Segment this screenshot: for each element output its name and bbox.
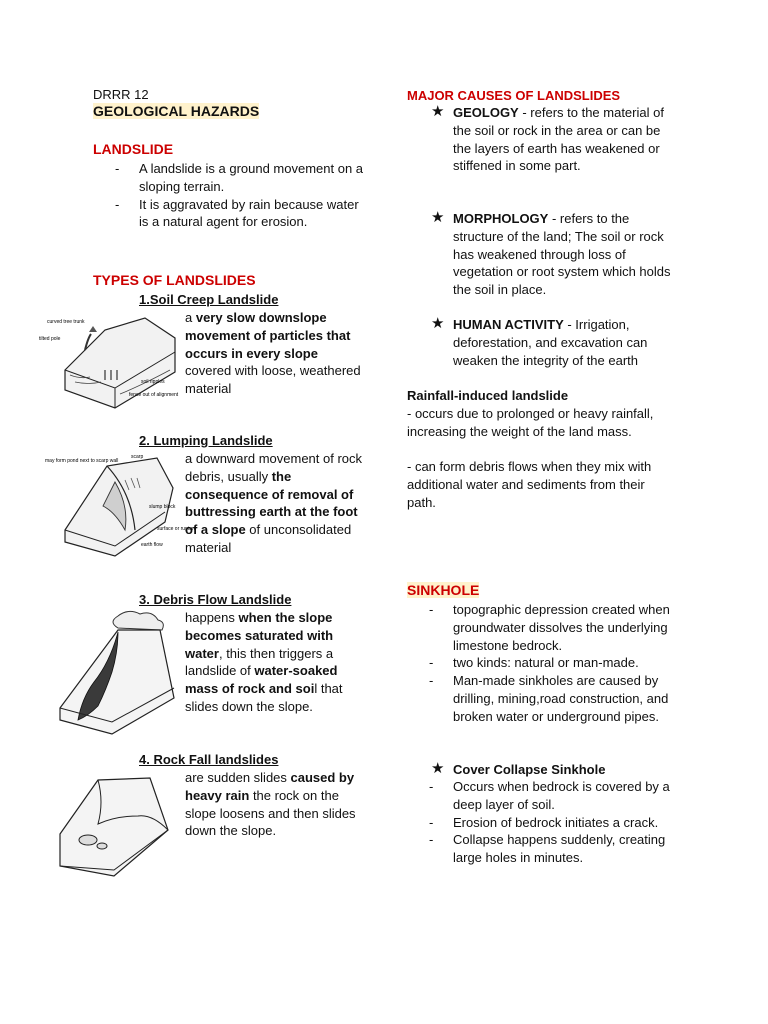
lumping-title: 2. Lumping Landslide bbox=[139, 433, 273, 448]
landslide-list bbox=[115, 160, 369, 231]
fig-label: slump block bbox=[149, 504, 176, 510]
star-icon: ★ bbox=[431, 315, 445, 332]
list-item: - Occurs when bedrock is covered by a deep layer of soil. bbox=[429, 779, 670, 812]
fig-label: surface or rupture bbox=[157, 526, 197, 532]
cause-human-activity: ★ HUMAN ACTIVITY - Irrigation, deforestation, and excavation can weaken the integrity of the earth bbox=[431, 315, 648, 368]
list-item: - topographic depression created when groundwater dissolves the underlying limestone bedrock. bbox=[429, 602, 670, 653]
debris-figure bbox=[52, 608, 177, 738]
star-icon: ★ bbox=[431, 103, 445, 120]
cover-collapse-list bbox=[429, 778, 678, 867]
rockfall-title: 4. Rock Fall landslides bbox=[139, 752, 279, 767]
fig-label: soil ripples bbox=[141, 379, 165, 385]
course-code: DRRR 12 bbox=[93, 87, 149, 102]
debris-title: 3. Debris Flow Landslide bbox=[139, 592, 292, 607]
rockfall-text: are sudden slides caused by heavy rain the rock on the slope loosens and then slides down the slope. bbox=[185, 770, 356, 839]
types-heading: TYPES OF LANDSLIDES bbox=[93, 272, 256, 288]
list-item: - Erosion of bedrock initiates a crack. bbox=[429, 814, 659, 830]
soil-creep-title: 1.Soil Creep Landslide bbox=[139, 292, 279, 307]
cause-geology: ★ GEOLOGY - refers to the material of the soil or rock in the area or can be the layers of earth has weakened or stiffened in some part. bbox=[431, 103, 664, 174]
page-title: GEOLOGICAL HAZARDS bbox=[93, 103, 260, 119]
debris-text: happens when the slope becomes saturated with water, this then triggers a landslide of water-soaked mass of rock and soil that slides down the slope. bbox=[185, 610, 343, 714]
fig-label: tilted pole bbox=[39, 336, 61, 342]
list-item: - two kinds: natural or man-made. bbox=[429, 655, 639, 671]
star-icon: ★ bbox=[431, 760, 445, 777]
landslide-heading: LANDSLIDE bbox=[93, 141, 174, 157]
fig-label: may form pond next to scarp wall bbox=[45, 458, 119, 464]
fig-label: fence out of alignment bbox=[129, 392, 179, 398]
sinkhole-heading: SINKHOLE bbox=[407, 582, 480, 598]
list-item: - Man-made sinkholes are caused by drilling, mining,road construction, and broken water or underground pipes. bbox=[429, 673, 669, 724]
soil-creep-text: a very slow downslope movement of particles that occurs in every slope covered with loose, weathered material bbox=[185, 310, 361, 397]
star-icon: ★ bbox=[431, 209, 445, 226]
rockfall-figure bbox=[50, 770, 175, 882]
lumping-figure bbox=[45, 452, 197, 560]
fig-label: scarp bbox=[131, 454, 144, 460]
list-item: - It is aggravated by rain because water is a natural agent for erosion. bbox=[115, 196, 359, 230]
list-item: - A landslide is a ground movement on a sloping terrain. bbox=[115, 161, 364, 194]
cause-morphology: ★ MORPHOLOGY - refers to the structure of the land; The soil or rock has weakened through loss of vegetation or root system which holds the soil in place. bbox=[431, 209, 671, 298]
lumping-text: a downward movement of rock debris, usually the consequence of removal of buttressing earth at the foot of a slope of unconsolidated material bbox=[185, 451, 363, 555]
rainfall-line-1: - occurs due to prolonged or heavy rainfall, increasing the weight of the land mass. bbox=[407, 406, 654, 439]
soil-creep-figure bbox=[39, 310, 185, 412]
fig-label: curved tree trunk bbox=[47, 319, 85, 325]
rainfall-line-2: - can form debris flows when they mix with additional water and sediments from their path. bbox=[407, 459, 652, 510]
cover-collapse-heading: ★ Cover Collapse Sinkhole bbox=[431, 760, 606, 777]
rainfall-heading: Rainfall-induced landslide bbox=[407, 388, 569, 403]
list-item: - Collapse happens suddenly, creating large holes in minutes. bbox=[429, 832, 666, 866]
fig-label: earth flow bbox=[141, 542, 163, 548]
sinkhole-list bbox=[429, 601, 678, 726]
causes-heading: MAJOR CAUSES OF LANDSLIDES bbox=[407, 88, 621, 103]
